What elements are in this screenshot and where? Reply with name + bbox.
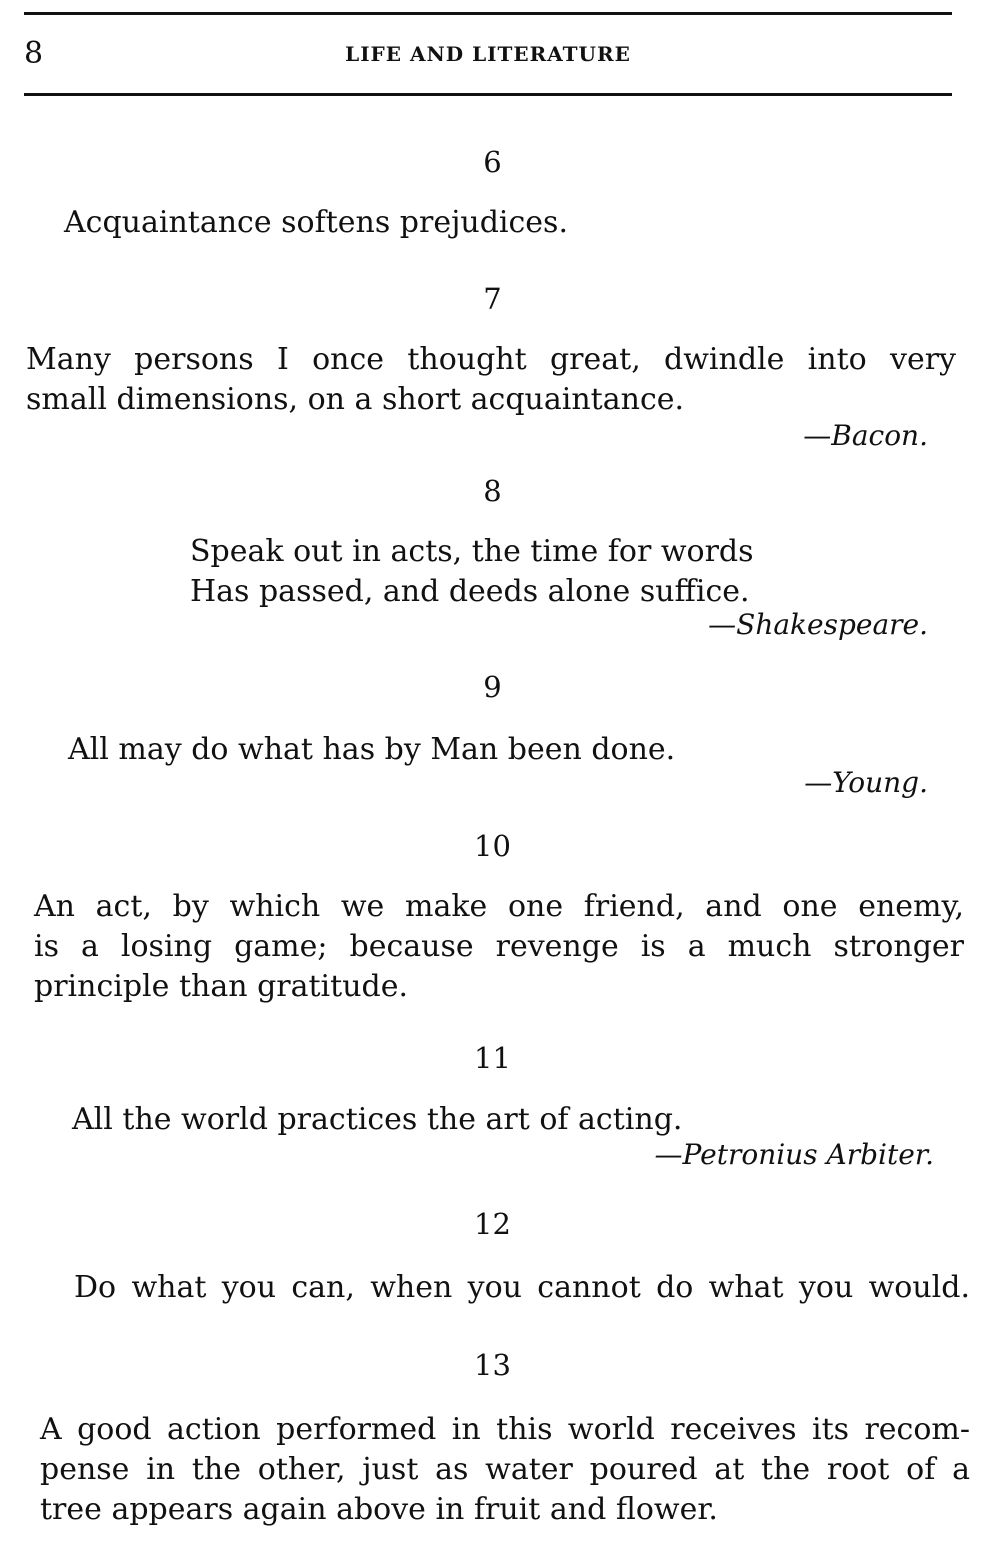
quote-text (64, 203, 568, 243)
quote-line: is a losing game; because revenge is a much stronger (34, 929, 964, 964)
quote-number: 7 (483, 282, 502, 316)
running-title: LIFE AND LITERATURE (345, 42, 631, 66)
quote-text (190, 532, 754, 612)
quote-number: 9 (483, 670, 502, 704)
quote-line: Acquaintance softens prejudices. (64, 205, 568, 240)
quote-number: 10 (474, 829, 511, 863)
header-top-rule (24, 12, 952, 15)
header-bottom-rule (24, 93, 952, 96)
quote-line: Many persons I once thought great, dwindle into very (26, 342, 956, 377)
quote-line: All the world practices the art of acting. (72, 1102, 683, 1137)
quote-number: 11 (474, 1041, 511, 1075)
quote-number: 13 (474, 1348, 511, 1382)
quote-attribution: —Petronius Arbiter. (654, 1138, 934, 1171)
quote-line: Speak out in acts, the time for words (190, 534, 754, 569)
quote-line: An act, by which we make one friend, and one enemy, (34, 889, 964, 924)
quote-number: 8 (483, 474, 502, 508)
quote-text (72, 1100, 682, 1140)
quote-line: pense in the other, just as water poured at the root of a (40, 1452, 970, 1487)
quote-text (26, 340, 956, 420)
quote-line: A good action performed in this world receives its recom- (40, 1412, 970, 1447)
page-number: 8 (24, 36, 44, 71)
quote-line: Do what you can, when you cannot do what you would. (74, 1270, 970, 1305)
quote-attribution: —Young. (804, 766, 928, 799)
quote-text (74, 1268, 970, 1308)
quote-line: small dimensions, on a short acquaintance. (26, 382, 685, 417)
quote-text (68, 730, 675, 770)
quote-number: 6 (483, 145, 502, 179)
quote-attribution: —Bacon. (803, 419, 928, 452)
quote-number: 12 (474, 1207, 511, 1241)
quote-line: All may do what has by Man been done. (68, 732, 676, 767)
quote-line: Has passed, and deeds alone suffice. (190, 574, 750, 609)
quote-line: tree appears again above in fruit and flower. (40, 1492, 718, 1527)
quote-text (34, 887, 964, 1007)
quote-text (40, 1410, 970, 1530)
quote-attribution: —Shakespeare. (708, 608, 928, 641)
quote-line: principle than gratitude. (34, 969, 409, 1004)
